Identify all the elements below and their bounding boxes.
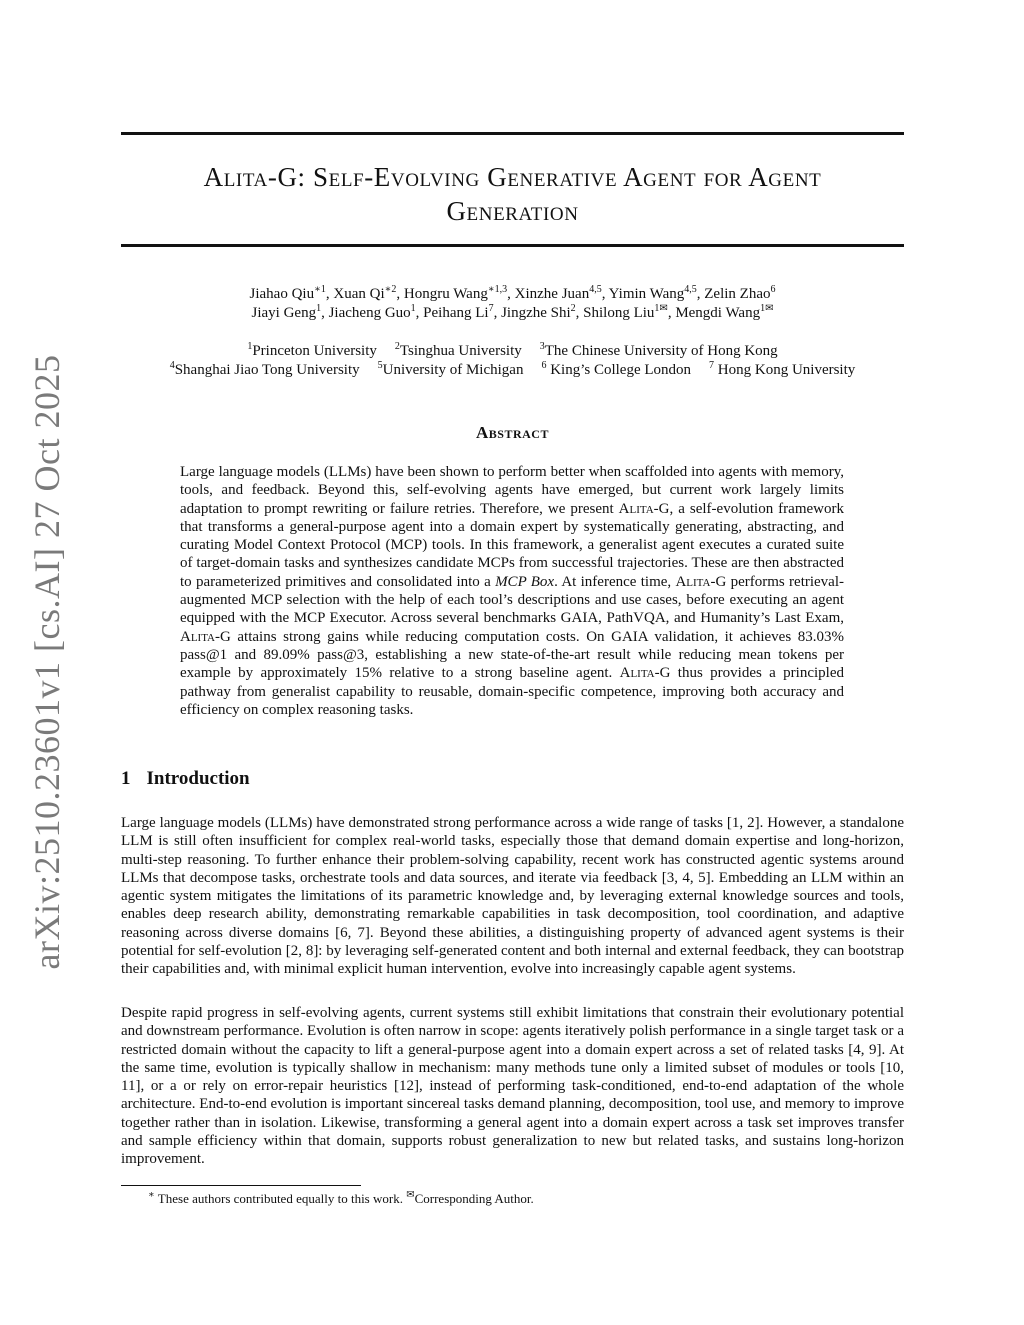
affiliation-name: Shanghai Jiao Tong University (174, 362, 360, 378)
abstract-run: -G performs retrieval-augmented MCP selection with the help of each tool’s descriptions and use cases, before executing an agent equipped with the MCP Executor. Across several benchmarks GAIA, PathVQA, and Humanity’s Last Exam, (180, 573, 845, 627)
affiliation (709, 362, 855, 378)
author-name: Jiahao Qiu (249, 286, 315, 302)
author-affiliation-mark: 4,5 (589, 284, 602, 295)
author-affiliation-mark: 1 (410, 303, 416, 314)
author-list (121, 285, 904, 323)
title-line-2: Generation (446, 196, 579, 226)
system-name: Alita (180, 628, 215, 645)
affiliation (395, 343, 522, 359)
abstract-heading: Abstract (476, 423, 549, 442)
author-affiliation-mark: 1✉ (760, 303, 774, 314)
title-bottom-rule (121, 244, 904, 247)
author-name: Mengdi Wang (675, 305, 761, 321)
footnote-text: These authors contributed equally to this work. (154, 1191, 407, 1206)
author-name: Jiayi Geng (251, 305, 317, 321)
author-affiliation-mark: 1 (316, 303, 322, 314)
author-affiliation-mark: 6 (770, 284, 776, 295)
emphasis: MCP Box (495, 573, 555, 590)
footnote-star: ∗ (148, 1189, 155, 1201)
section-number: 1 (121, 768, 131, 789)
affiliation-line (100, 342, 925, 361)
affiliation-name: The Chinese University of Hong Kong (544, 343, 778, 359)
title-top-rule (121, 132, 904, 135)
abstract-run: -G thus provides a principled pathway from generalist capability to reusable, domain-specific competence, improving both accuracy and efficiency on complex reasoning tasks. (180, 665, 844, 718)
title-line-1: Alita-G: Self-Evolving Generative Agent for Agent (203, 162, 822, 192)
affiliation-list (100, 342, 925, 380)
author-name: Peihang Li (423, 305, 489, 321)
affiliation-number: 6 (541, 360, 547, 371)
affiliation-number: 3 (539, 341, 545, 352)
affiliation-number: 2 (394, 341, 400, 352)
author-line: Jiayi Geng$^1$, Jiacheng Guo$^1$, Peihang Li$^7$, Jingzhe Shi$^2$, Shilong Liu$^{1✉}$, Mengdi Wang$^{1✉}$ (251, 303, 774, 321)
affiliation (247, 343, 377, 359)
paper-title (121, 160, 904, 228)
affiliation-number: 7 (709, 360, 715, 371)
footnote (148, 1191, 534, 1207)
intro-paragraph-2: Despite rapid progress in self-evolving agents, current systems still exhibit limitations that constrain their evolutionary potential and downstream performance. Evolution is often narrow in scope: agents iteratively polish performance in a single target task or a restricted domain without the capacity to lift a general-purpose agent into a domain expert across a set of related tasks [4, 9]. At the same time, evolution is typically shallow in mechanism: many methods tune only a limited subset of modules or tools [10, 11], or a or rely on error-repair heuristics [12], instead of performing task-conditioned, end-to-end adaptation of the whole architecture. End-to-end evolution is important sincereal tasks demand planning, decomposition, tool use, and memory to improve together rather than in isolation. Likewise, transforming a general agent into a domain expert across a task set improves transfer and sample efficiency within that domain, supports robust generalization to new but related tasks, and sustains long-horizon improvement. (121, 1005, 904, 1168)
affiliation-name: Tsinghua University (399, 343, 522, 359)
affiliation (170, 362, 360, 378)
abstract-run: Large language models (LLMs) have been shown to perform better when scaffolded into agents with memory, tools, and feedback. Beyond this, self-evolving agents have emerged, but current work largely limits adaptation to prompt rewriting or failure retries. Therefore, we present (180, 464, 844, 517)
abstract-run: -G, a self-evolution framework that transforms a general-purpose agent into a domain expert by systematically generating, abstracting, and curating Model Context Protocol (MCP) tools. In this framework, a generalist agent executes a curated suite of target-domain tasks and synthesizes candidate MCPs from successful trajectories. These are then abstracted to parameterized primitives and consolidated into a (180, 500, 844, 590)
system-name: Alita (619, 665, 655, 682)
intro-paragraph-1: Large language models (LLMs) have demonstrated strong performance across a wide range of tasks [1, 2]. However, a standalone LLM is still often insufficient for complex real-world tasks, especially those that demand domain expertise and long-horizon, multi-step reasoning. To further enhance their problem-solving capability, recent work has constructed agentic systems around LLMs that decompose tasks, orchestrate tools and data sources, and iterate via feedback [3, 4, 5]. Embedding an LLM within an agentic system mitigates the limitations of its parametric knowledge and, by leveraging external knowledge sources and tools, enables deep research ability, demonstrating remarkable capabilities in task decomposition, tool coordination, and adaptive reasoning across diverse domains [6, 7]. Beyond these abilities, a distinguishing property of advanced agent systems is their potential for self-evolution [2, 8]: by leveraging self-generated content and both internal and external feedback, they can bootstrap their capabilities and, with minimal explicit human intervention, evolve into increasingly capable agent systems. (121, 815, 904, 978)
footnote-rule (121, 1185, 361, 1186)
author-affiliation-mark: 2 (570, 303, 576, 314)
affiliation-line (100, 361, 925, 380)
corresponding-mark: ✉ (406, 1189, 415, 1201)
author-affiliation-mark: ∗1 (314, 284, 326, 295)
author-name: Yimin Wang (608, 286, 685, 302)
author-line: Jiahao Qiu$^{∗1}$, Xuan $Qi^{∗2}$, Hongru Wang$^{∗1,3}$, Xinzhe Juan$^{4,5}$, Yimin Wang$^{4,5}$, Zelin Zhao$^6$ (249, 284, 776, 302)
author-affiliation-mark: 1✉ (654, 303, 668, 314)
affiliation-name: University of Michigan (382, 362, 524, 378)
system-name: Alita (618, 500, 654, 517)
abstract-run: -G attains strong gains while reducing computation costs. On GAIA validation, it achieves 83.03% pass@1 and 89.09% pass@3, establishing a new state-of-the-art result while reducing mean tokens per example by approximately 15% relative to a strong baseline agent. (180, 628, 844, 682)
affiliation-number: 4 (169, 360, 175, 371)
author-name: Xinzhe Juan (514, 286, 590, 302)
author-name: Jiacheng Guo (328, 305, 411, 321)
section-title: Introduction (146, 768, 250, 789)
abstract-run: . At inference time, (554, 573, 676, 590)
author-name: Shilong Liu (583, 305, 655, 321)
author-name: Xuan Qi (333, 286, 385, 302)
affiliation-number: 5 (377, 360, 383, 371)
author-affiliation-mark: ∗1,3 (487, 284, 508, 295)
affiliation (540, 343, 778, 359)
author-name: Zelin Zhao (704, 286, 771, 302)
affiliation (378, 362, 524, 378)
system-name: Alita (675, 573, 711, 590)
affiliation (541, 362, 691, 378)
author-name: Hongru Wang (403, 286, 488, 302)
author-name: Jingzhe Shi (501, 305, 571, 321)
affiliation-number: 1 (247, 341, 253, 352)
affiliation-name: Princeton University (252, 343, 377, 359)
affiliation-name: Hong Kong University (714, 362, 856, 378)
author-affiliation-mark: 4,5 (684, 284, 697, 295)
section-heading (121, 768, 250, 790)
affiliation-name: King’s College London (546, 362, 692, 378)
arxiv-identifier: arXiv:2510.23601v1 [cs.AI] 27 Oct 2025 (27, 354, 67, 970)
abstract-text (180, 463, 844, 719)
author-affiliation-mark: 7 (488, 303, 494, 314)
footnote-text-2: Corresponding Author. (414, 1191, 534, 1206)
author-affiliation-mark: ∗2 (384, 284, 397, 295)
